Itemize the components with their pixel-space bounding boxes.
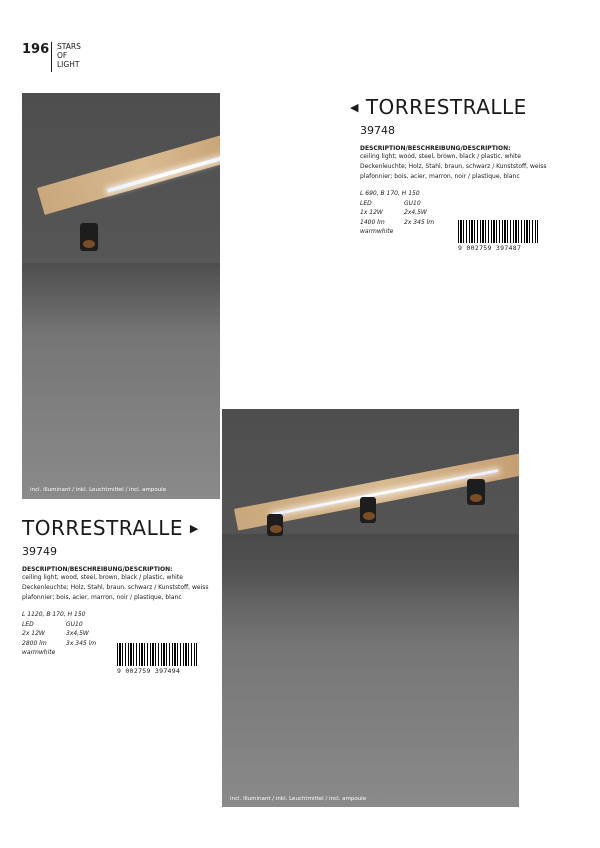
product-name: TORRESTRALLE: [365, 95, 527, 119]
spec-row: warmwhite: [360, 228, 394, 235]
spotlight: [467, 479, 485, 505]
description-line: ceiling light; wood, steel, brown, black / plastic, white: [22, 574, 183, 581]
barcode-bars: [117, 643, 197, 666]
product-title: [350, 96, 560, 119]
barcode-number: 9 002759 397487: [458, 244, 522, 252]
barcode-39749: [117, 643, 197, 675]
spec-row: 1400 lm 2x 345 lm: [360, 218, 435, 226]
barcode-number: 9 002759 397494: [117, 667, 181, 675]
description-heading: DESCRIPTION/BESCHREIBUNG/DESCRIPTION:: [22, 566, 173, 573]
barcode-bars: [458, 220, 538, 243]
product-code: 39748: [360, 124, 395, 137]
floor-horizon: [22, 263, 220, 333]
spotlight: [360, 497, 376, 523]
floor-horizon: [222, 534, 519, 604]
header-divider: [51, 42, 52, 72]
product-title: [22, 517, 212, 540]
spec-row: 2800 lm 3x 345 lm: [22, 639, 97, 647]
barcode-39748: [458, 220, 538, 252]
description-line: Deckenleuchte; Holz, Stahl, braun, schwarz / Kunststoff, weiss: [22, 584, 209, 591]
brand-line: STARS: [57, 42, 81, 51]
spec-row: LED GU10: [360, 199, 421, 207]
product-name: TORRESTRALLE: [22, 516, 183, 540]
description-line: plafonnier; bois, acier, marron, noir / plastique, blanc: [360, 173, 520, 180]
brand-line: OF: [57, 51, 68, 60]
wood-frame: [37, 127, 220, 215]
dimensions: L 690, B 170, H 150: [360, 190, 420, 197]
page-number: 196: [22, 42, 50, 57]
description-line: Deckenleuchte; Holz, Stahl, braun, schwarz / Kunststoff, weiss: [360, 163, 547, 170]
product-photo-39748: [22, 93, 220, 499]
illuminant-caption: incl. illuminant / inkl. Leuchtmittel / incl. ampoule: [30, 487, 167, 493]
product-info-39748: [350, 96, 560, 237]
spec-row: warmwhite: [22, 649, 56, 656]
spotlight: [80, 223, 98, 251]
illuminant-caption: incl. illuminant / inkl. Leuchtmittel / incl. ampoule: [230, 796, 367, 802]
product-code: 39749: [22, 545, 57, 558]
description-line: plafonnier; bois, acier, marron, noir / plastique, blanc: [22, 594, 182, 601]
brand-label: [57, 42, 81, 69]
triangle-left-icon: ◀: [350, 101, 359, 114]
spec-row: LED GU10: [22, 620, 83, 628]
description-heading: DESCRIPTION/BESCHREIBUNG/DESCRIPTION:: [360, 145, 511, 152]
product-info-39749: [22, 517, 212, 658]
spec-row: 1x 12W 2x4,5W: [360, 209, 427, 216]
dimensions: L 1120, B 170, H 150: [22, 611, 86, 618]
led-strip: [272, 469, 498, 516]
product-photo-39749: [220, 407, 521, 809]
spotlight: [267, 514, 283, 536]
triangle-right-icon: ▶: [189, 522, 199, 535]
description-line: ceiling light; wood, steel, brown, black / plastic, white: [360, 153, 521, 160]
spec-row: 2x 12W 3x4,5W: [22, 630, 89, 637]
brand-line: LIGHT: [57, 60, 80, 69]
